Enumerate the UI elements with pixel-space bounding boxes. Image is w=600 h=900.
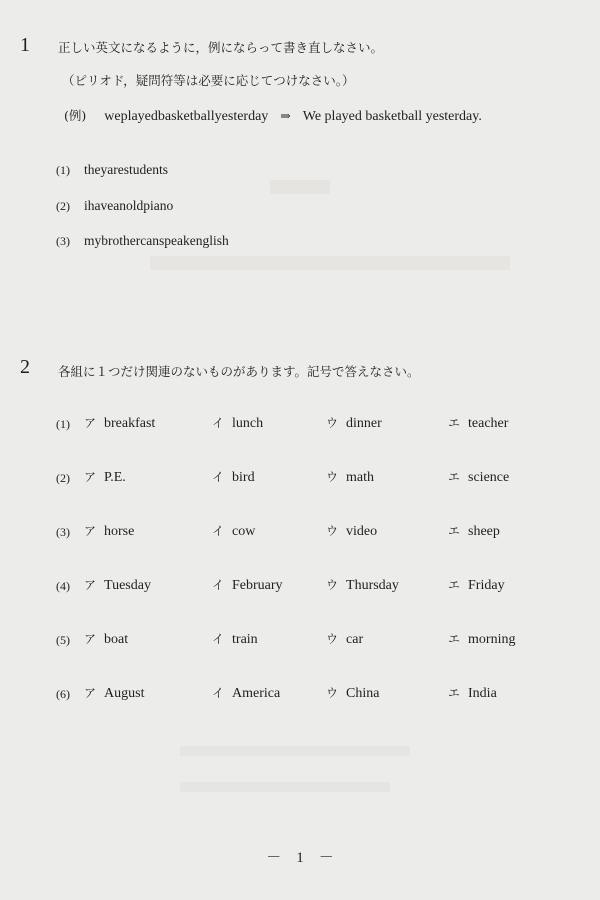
choice-b: イ train	[212, 632, 258, 647]
bleed-through-mark	[150, 256, 510, 270]
choice-b: イ lunch	[212, 416, 264, 431]
question-2-instruction: 各組に１つだけ関連のないものがあります。記号で答えなさい。	[58, 364, 420, 379]
choice-a: ア horse	[84, 524, 135, 539]
example-label: (例)	[64, 108, 87, 123]
choice-a: ア boat	[84, 632, 129, 647]
question-1-number: 1	[20, 34, 30, 56]
example-answer: We played basketball yesterday.	[302, 109, 482, 124]
choice-c: ウ math	[326, 470, 375, 485]
choice-c: ウ Thursday	[326, 578, 399, 593]
example-line	[64, 106, 482, 125]
row-number: (3)	[56, 525, 70, 539]
choice-c: ウ car	[326, 632, 364, 647]
bleed-through-mark	[180, 746, 410, 756]
choice-d: エ sheep	[448, 524, 500, 539]
choice-a: ア P.E.	[84, 470, 126, 485]
item-number: (1)	[56, 163, 70, 177]
item-number: (3)	[56, 234, 70, 248]
choice-a: ア Tuesday	[84, 578, 151, 593]
question-1-item	[56, 162, 168, 178]
choice-d: エ India	[448, 686, 497, 701]
question-1-item	[56, 198, 173, 214]
item-text: mybrothercanspeakenglish	[84, 233, 229, 248]
row-number: (2)	[56, 471, 70, 485]
choice-b: イ cow	[212, 524, 256, 539]
question-1-item	[56, 233, 229, 249]
example-source: weplayedbasketballyesterday	[104, 109, 269, 124]
row-number: (5)	[56, 633, 70, 647]
choice-d: エ Friday	[448, 578, 505, 593]
choice-b: イ America	[212, 686, 281, 701]
item-text: ihaveanoldpiano	[84, 198, 174, 213]
choice-b: イ bird	[212, 470, 255, 485]
choice-c: ウ video	[326, 524, 378, 539]
question-1-instruction: 正しい英文になるように，例にならって書き直しなさい。	[58, 40, 384, 55]
row-number: (6)	[56, 687, 70, 701]
choice-d: エ morning	[448, 632, 516, 647]
question-1-note: （ピリオド，疑問符等は必要に応じてつけなさい。）	[62, 73, 355, 88]
choice-a: ア August	[84, 686, 145, 701]
question-2-number: 2	[20, 356, 30, 378]
item-text: theyarestudents	[84, 162, 168, 177]
choice-d: エ teacher	[448, 416, 509, 431]
bleed-through-mark	[270, 180, 330, 194]
choice-a: ア breakfast	[84, 416, 156, 431]
bleed-through-mark	[180, 782, 390, 792]
choice-b: イ February	[212, 578, 283, 593]
item-number: (2)	[56, 199, 70, 213]
choice-c: ウ dinner	[326, 416, 382, 431]
row-number: (4)	[56, 579, 70, 593]
page-number: － 1 －	[266, 850, 334, 866]
row-number: (1)	[56, 417, 70, 431]
choice-c: ウ China	[326, 686, 380, 701]
arrow-icon: ⇒	[280, 108, 291, 123]
choice-d: エ science	[448, 470, 510, 485]
